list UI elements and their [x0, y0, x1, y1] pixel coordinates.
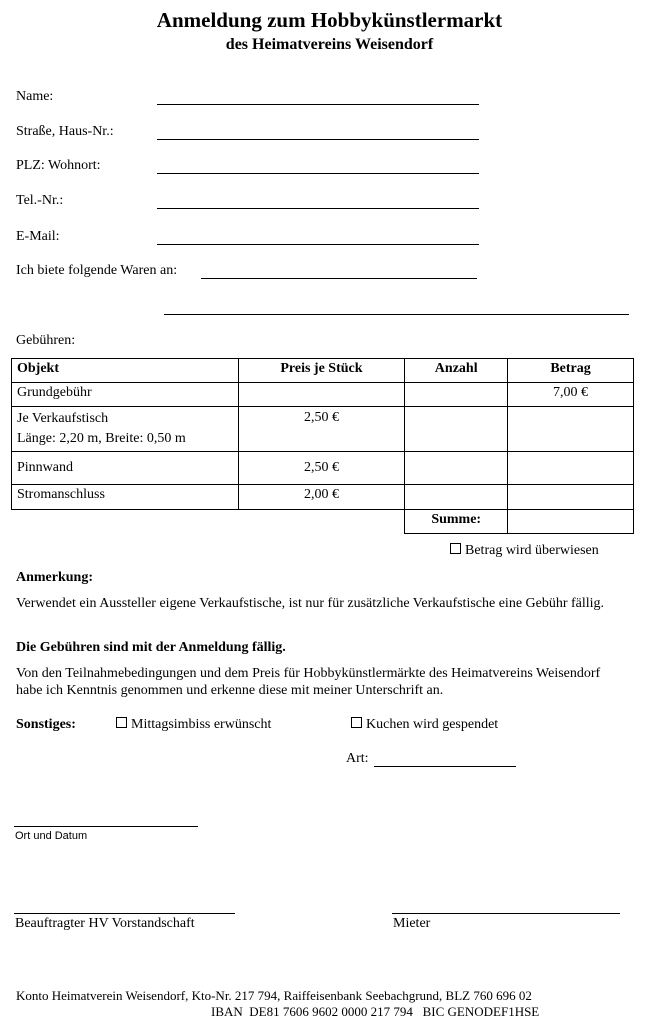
board-signature-line[interactable] — [14, 913, 235, 914]
table-row — [12, 452, 634, 485]
cake-type-field[interactable] — [374, 766, 516, 767]
cake-checkbox-row[interactable] — [351, 717, 498, 733]
cell-amount: 7,00 € — [508, 383, 634, 407]
name-label: Name: — [16, 89, 54, 104]
cake-checkbox[interactable] — [351, 717, 362, 728]
fees-due-note: Die Gebühren sind mit der Anmeldung fällig. — [16, 640, 286, 655]
goods-field[interactable] — [201, 278, 477, 279]
zip-city-field[interactable] — [157, 173, 479, 174]
cell-count[interactable] — [405, 407, 508, 452]
transfer-checkbox-label: Betrag wird überwiesen — [465, 543, 599, 558]
cell-price — [238, 383, 405, 407]
goods-label: Ich biete folgende Waren an: — [16, 263, 178, 278]
cell-object: Stromanschluss — [12, 485, 239, 510]
transfer-checkbox[interactable] — [450, 543, 461, 554]
footer-account: Konto Heimatverein Weisendorf, Kto-Nr. 217 794, Raiffeisenbank Seebachgrund, BLZ 760 696 02 — [16, 988, 532, 1003]
cake-type-label: Art: — [346, 751, 369, 766]
page-subtitle: des Heimatvereins Weisendorf — [225, 36, 434, 53]
email-field[interactable] — [157, 244, 479, 245]
sum-blank — [12, 510, 239, 534]
name-field[interactable] — [157, 104, 479, 105]
cake-checkbox-label: Kuchen wird gespendet — [366, 717, 499, 732]
cell-amount[interactable] — [508, 485, 634, 510]
column-header-object: Objekt — [12, 359, 239, 383]
column-header-count: Anzahl — [405, 359, 508, 383]
place-date-line[interactable] — [14, 826, 198, 827]
phone-field[interactable] — [157, 208, 479, 209]
cell-price: 2,00 € — [238, 485, 405, 510]
notes-text: Verwendet ein Aussteller eigene Verkaufstische, ist nur für zusätzliche Verkaufstische eine Gebühr fällig. — [16, 596, 605, 611]
cell-object-line-1: Je Verkaufstisch — [17, 411, 109, 426]
board-signature-label: Beauftragter HV Vorstandschaft — [15, 916, 195, 931]
cell-count[interactable] — [405, 485, 508, 510]
zip-city-label: PLZ: Wohnort: — [16, 158, 101, 173]
table-row — [12, 407, 634, 452]
sum-row — [12, 510, 634, 534]
cell-price: 2,50 € — [238, 452, 405, 485]
sum-blank — [238, 510, 405, 534]
tenant-signature-label: Mieter — [393, 916, 431, 931]
lunch-checkbox-row[interactable] — [116, 717, 271, 733]
column-header-price: Preis je Stück — [238, 359, 405, 383]
table-row — [12, 485, 634, 510]
cell-object: Pinnwand — [12, 452, 239, 485]
street-field[interactable] — [157, 139, 479, 140]
cell-amount[interactable] — [508, 452, 634, 485]
cell-object-line-2: Länge: 2,20 m, Breite: 0,50 m — [17, 431, 186, 446]
street-label: Straße, Haus-Nr.: — [16, 124, 114, 139]
cell-count[interactable] — [405, 383, 508, 407]
sum-label: Summe: — [405, 510, 508, 534]
table-row — [12, 383, 634, 407]
cell-object: Grundgebühr — [12, 383, 239, 407]
cell-amount[interactable] — [508, 407, 634, 452]
email-label: E-Mail: — [16, 229, 60, 244]
lunch-checkbox[interactable] — [116, 717, 127, 728]
footer-iban: IBAN DE81 7606 9602 0000 217 794 BIC GENODEF1HSE — [211, 1004, 540, 1019]
sum-value[interactable] — [508, 510, 634, 534]
cell-count[interactable] — [405, 452, 508, 485]
fees-heading: Gebühren: — [16, 333, 76, 348]
cell-object — [12, 407, 239, 452]
other-label: Sonstiges: — [16, 717, 76, 732]
tenant-signature-line[interactable] — [392, 913, 620, 914]
transfer-checkbox-row[interactable] — [450, 543, 599, 559]
fees-table — [11, 358, 634, 534]
place-date-label: Ort und Datum — [15, 830, 88, 842]
goods-field-line-2[interactable] — [164, 314, 629, 315]
consent-text: Von den Teilnahmebedingungen und dem Preis für Hobbykünstlermärkte des Heimatvereins Weisendorf habe ich Kenntnis genommen und erkenne diese mit meiner Unterschrift an. — [16, 666, 601, 698]
table-header-row — [12, 359, 634, 383]
lunch-checkbox-label: Mittagsimbiss erwünscht — [131, 717, 272, 732]
page-title: Anmeldung zum Hobbykünstlermarkt — [156, 8, 503, 32]
phone-label: Tel.-Nr.: — [16, 193, 64, 208]
column-header-amount: Betrag — [508, 359, 634, 383]
notes-heading: Anmerkung: — [16, 570, 94, 585]
cell-price: 2,50 € — [238, 407, 405, 452]
